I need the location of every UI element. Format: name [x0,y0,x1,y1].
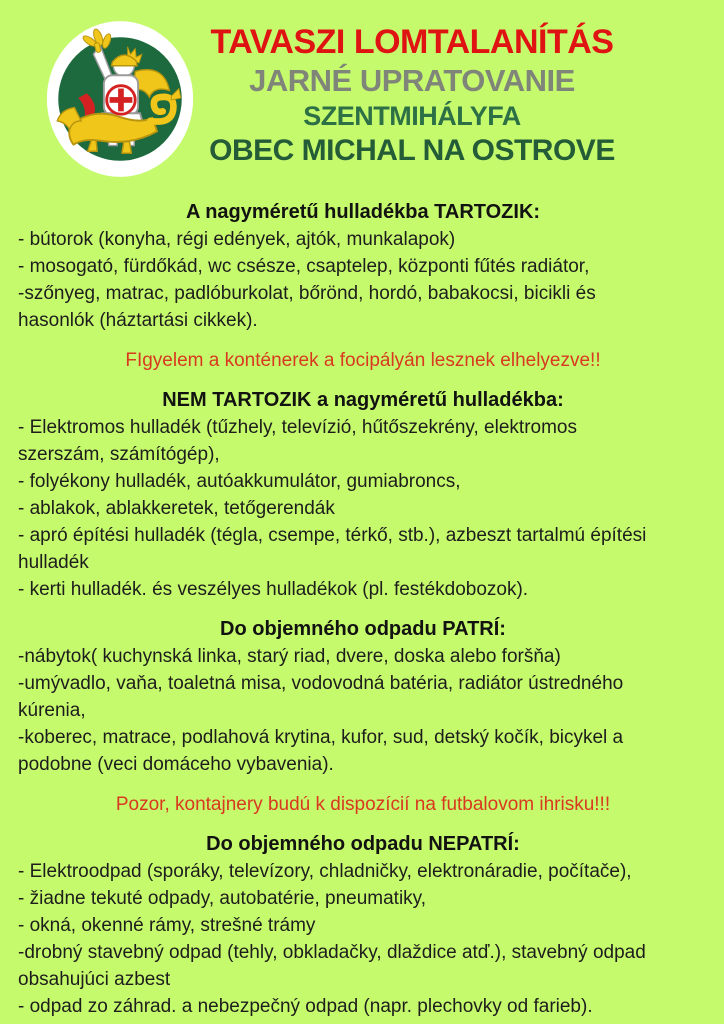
text-line: - folyékony hulladék, autóakkumulátor, gumiabroncs, [18,471,461,492]
village-crest-logo [44,18,196,180]
section-heading: Do objemného odpadu NEPATRÍ: [206,833,520,855]
rule-lines [18,226,708,334]
text-line: - kerti hulladék. és veszélyes hulladékok (pl. festékdobozok). [18,579,529,600]
rule-lines [18,414,708,603]
text-line: - Elektromos hulladék (tűzhely, televízió, hűtőszekrény, elektromos [18,417,577,438]
warning-note-sk: Pozor, kontajnery budú k dispozícií na futbalovom ihrisku!!! [115,794,611,815]
section-heading: A nagyméretű hulladékba TARTOZIK: [185,201,541,223]
rule-lines [18,858,708,1020]
title-block [196,18,724,169]
section-included-hu [18,199,708,334]
text-line: kúrenia, [18,700,86,721]
text-line: - odpad zo záhrad. a nebezpečný odpad (napr. plechovky od farieb). [18,996,593,1017]
title-slovak: JARNÉ UPRATOVANIE [249,63,575,98]
text-line: - ablakok, ablakkeretek, tetőgerendák [18,498,335,519]
text-line: -drobný stavebný odpad (tehly, obkladačky, dlaždice atď.), stavebný odpad [18,942,646,963]
text-line: -umývadlo, vaňa, toaletná misa, vodovodná batéria, radiátor ústredného [18,673,624,694]
section-excluded-hu [18,387,708,603]
village-name-slovak: OBEC MICHAL NA OSTROVE [209,134,615,167]
text-line: hulladék [18,552,89,573]
text-line: podobne (veci domáceho vybavenia). [18,754,334,775]
flyer-body [0,199,724,1020]
text-line: -szőnyeg, matrac, padlóburkolat, bőrönd, hordó, babakocsi, bicikli és [18,283,596,304]
text-line: -nábytok( kuchynská linka, starý riad, dvere, doska alebo foršňa) [18,646,561,667]
text-line: obsahujúci azbest [18,969,171,990]
section-excluded-sk [18,831,708,1020]
title-hungarian: TAVASZI LOMTALANÍTÁS [210,23,614,61]
text-line: - mosogató, fürdőkád, wc csésze, csaptelep, központi fűtés radiátor, [18,256,590,277]
flyer-header [0,0,724,186]
text-line: - apró építési hulladék (tégla, csempe, térkő, stb.), azbeszt tartalmú építési [18,525,647,546]
village-name-hungarian: SZENTMIHÁLYFA [303,101,521,131]
text-line: hasonlók (háztartási cikkek). [18,310,258,331]
text-line: -koberec, matrace, podlahová krytina, kufor, sud, detský kočík, bicykel a [18,727,624,748]
text-line: szerszám, számítógép), [18,444,220,465]
text-line: - okná, okenné rámy, strešné trámy [18,915,316,936]
saint-michael-crest-icon [44,18,196,180]
text-line: - žiadne tekuté odpady, autobatérie, pneumatiky, [18,888,427,909]
text-line: - bútorok (konyha, régi edények, ajtók, munkalapok) [18,229,456,250]
section-included-sk [18,616,708,778]
section-heading: Do objemného odpadu PATRÍ: [220,618,506,640]
text-line: - Elektroodpad (sporáky, televízory, chladničky, elektronáradie, počítače), [18,861,632,882]
warning-note-hu: FIgyelem a konténerek a focipályán lesznek elhelyezve!! [125,350,601,371]
section-heading: NEM TARTOZIK a nagyméretű hulladékba: [162,389,564,411]
rule-lines [18,643,708,778]
